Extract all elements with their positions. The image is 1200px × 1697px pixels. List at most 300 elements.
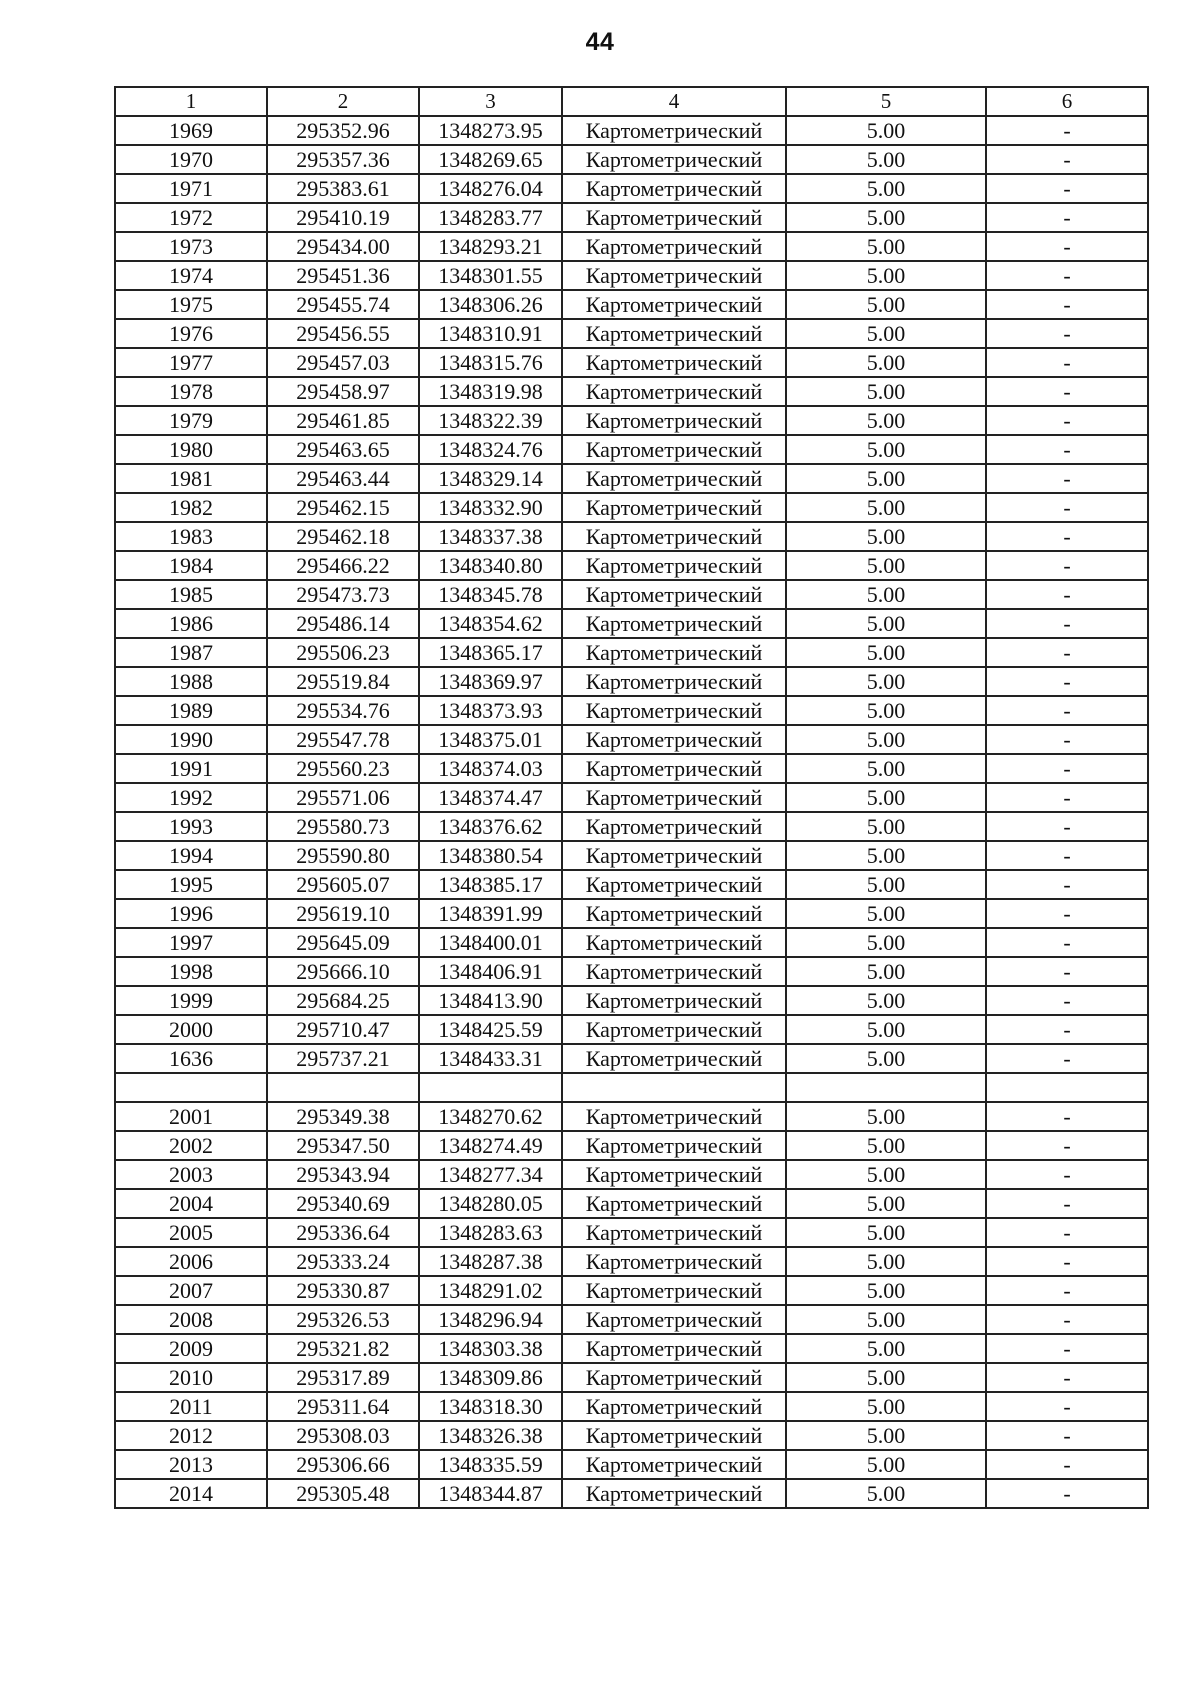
table-row	[115, 406, 1148, 435]
method-cell: Картометрический	[562, 1363, 786, 1392]
x-coordinate-cell: 295326.53	[267, 1305, 419, 1334]
x-coordinate-cell: 295547.78	[267, 725, 419, 754]
method-cell: Картометрический	[562, 1392, 786, 1421]
note-cell: -	[986, 841, 1148, 870]
x-coordinate-cell: 295343.94	[267, 1160, 419, 1189]
point-number-cell: 2003	[115, 1160, 267, 1189]
x-coordinate-cell: 295710.47	[267, 1015, 419, 1044]
x-coordinate-cell: 295451.36	[267, 261, 419, 290]
table-row	[115, 1363, 1148, 1392]
x-coordinate-cell: 295590.80	[267, 841, 419, 870]
accuracy-cell: 5.00	[786, 957, 986, 986]
method-cell: Картометрический	[562, 609, 786, 638]
y-coordinate-cell: 1348301.55	[419, 261, 562, 290]
y-coordinate-cell: 1348433.31	[419, 1044, 562, 1073]
point-number-cell: 1988	[115, 667, 267, 696]
point-number-cell: 1986	[115, 609, 267, 638]
note-cell: -	[986, 319, 1148, 348]
accuracy-cell: 5.00	[786, 1450, 986, 1479]
note-cell: -	[986, 377, 1148, 406]
accuracy-cell: 5.00	[786, 899, 986, 928]
y-coordinate-cell: 1348293.21	[419, 232, 562, 261]
method-cell: Картометрический	[562, 232, 786, 261]
note-cell: -	[986, 986, 1148, 1015]
point-number-cell: 1978	[115, 377, 267, 406]
y-coordinate-cell: 1348274.49	[419, 1131, 562, 1160]
accuracy-cell: 5.00	[786, 174, 986, 203]
x-coordinate-cell: 295737.21	[267, 1044, 419, 1073]
accuracy-cell: 5.00	[786, 377, 986, 406]
y-coordinate-cell: 1348369.97	[419, 667, 562, 696]
method-cell: Картометрический	[562, 1421, 786, 1450]
y-coordinate-cell: 1348315.76	[419, 348, 562, 377]
column-header-5: 5	[786, 87, 986, 116]
x-coordinate-cell: 295333.24	[267, 1247, 419, 1276]
y-coordinate-cell: 1348270.62	[419, 1102, 562, 1131]
note-cell: -	[986, 174, 1148, 203]
point-number-cell: 2013	[115, 1450, 267, 1479]
table-row	[115, 1421, 1148, 1450]
point-number-cell: 1976	[115, 319, 267, 348]
accuracy-cell: 5.00	[786, 928, 986, 957]
y-coordinate-cell: 1348283.77	[419, 203, 562, 232]
point-number-cell: 2002	[115, 1131, 267, 1160]
y-coordinate-cell: 1348296.94	[419, 1305, 562, 1334]
method-cell: Картометрический	[562, 696, 786, 725]
method-cell: Картометрический	[562, 667, 786, 696]
accuracy-cell: 5.00	[786, 493, 986, 522]
note-cell: -	[986, 812, 1148, 841]
table-row	[115, 1334, 1148, 1363]
point-number-cell: 2008	[115, 1305, 267, 1334]
table-row	[115, 1189, 1148, 1218]
note-cell: -	[986, 145, 1148, 174]
y-coordinate-cell: 1348310.91	[419, 319, 562, 348]
table-row	[115, 638, 1148, 667]
x-coordinate-cell: 295580.73	[267, 812, 419, 841]
table-row	[115, 1450, 1148, 1479]
method-cell	[562, 1073, 786, 1102]
note-cell: -	[986, 522, 1148, 551]
x-coordinate-cell: 295486.14	[267, 609, 419, 638]
note-cell	[986, 1073, 1148, 1102]
method-cell: Картометрический	[562, 957, 786, 986]
table-row	[115, 1392, 1148, 1421]
accuracy-cell: 5.00	[786, 464, 986, 493]
note-cell: -	[986, 1276, 1148, 1305]
accuracy-cell: 5.00	[786, 435, 986, 464]
x-coordinate-cell: 295619.10	[267, 899, 419, 928]
y-coordinate-cell: 1348373.93	[419, 696, 562, 725]
method-cell: Картометрический	[562, 348, 786, 377]
table-row	[115, 870, 1148, 899]
page-number: 44	[585, 28, 615, 56]
accuracy-cell: 5.00	[786, 406, 986, 435]
point-number-cell: 1987	[115, 638, 267, 667]
method-cell: Картометрический	[562, 319, 786, 348]
accuracy-cell: 5.00	[786, 841, 986, 870]
method-cell: Картометрический	[562, 1218, 786, 1247]
y-coordinate-cell: 1348306.26	[419, 290, 562, 319]
table-row	[115, 493, 1148, 522]
x-coordinate-cell	[267, 1073, 419, 1102]
y-coordinate-cell: 1348375.01	[419, 725, 562, 754]
method-cell: Картометрический	[562, 899, 786, 928]
note-cell: -	[986, 1102, 1148, 1131]
y-coordinate-cell: 1348340.80	[419, 551, 562, 580]
point-number-cell: 1982	[115, 493, 267, 522]
method-cell: Картометрический	[562, 1102, 786, 1131]
accuracy-cell: 5.00	[786, 1305, 986, 1334]
table-row	[115, 377, 1148, 406]
point-number-cell: 2007	[115, 1276, 267, 1305]
accuracy-cell: 5.00	[786, 1189, 986, 1218]
accuracy-cell: 5.00	[786, 696, 986, 725]
point-number-cell: 1972	[115, 203, 267, 232]
note-cell: -	[986, 1392, 1148, 1421]
method-cell: Картометрический	[562, 1160, 786, 1189]
y-coordinate-cell: 1348322.39	[419, 406, 562, 435]
table-row	[115, 261, 1148, 290]
table-row	[115, 203, 1148, 232]
note-cell: -	[986, 232, 1148, 261]
note-cell: -	[986, 580, 1148, 609]
note-cell: -	[986, 1247, 1148, 1276]
y-coordinate-cell: 1348287.38	[419, 1247, 562, 1276]
x-coordinate-cell: 295645.09	[267, 928, 419, 957]
y-coordinate-cell: 1348374.03	[419, 754, 562, 783]
x-coordinate-cell: 295410.19	[267, 203, 419, 232]
table-row	[115, 580, 1148, 609]
point-number-cell: 1983	[115, 522, 267, 551]
note-cell: -	[986, 203, 1148, 232]
point-number-cell: 1979	[115, 406, 267, 435]
y-coordinate-cell: 1348365.17	[419, 638, 562, 667]
accuracy-cell: 5.00	[786, 1276, 986, 1305]
note-cell: -	[986, 435, 1148, 464]
point-number-cell: 1992	[115, 783, 267, 812]
note-cell: -	[986, 1450, 1148, 1479]
method-cell: Картометрический	[562, 1450, 786, 1479]
method-cell: Картометрический	[562, 261, 786, 290]
note-cell: -	[986, 1479, 1148, 1508]
method-cell: Картометрический	[562, 1247, 786, 1276]
note-cell: -	[986, 1044, 1148, 1073]
x-coordinate-cell: 295456.55	[267, 319, 419, 348]
x-coordinate-cell: 295461.85	[267, 406, 419, 435]
table-row	[115, 1247, 1148, 1276]
accuracy-cell: 5.00	[786, 986, 986, 1015]
y-coordinate-cell: 1348425.59	[419, 1015, 562, 1044]
method-cell: Картометрический	[562, 754, 786, 783]
accuracy-cell: 5.00	[786, 1102, 986, 1131]
table-row	[115, 319, 1148, 348]
column-header-6: 6	[986, 87, 1148, 116]
method-cell: Картометрический	[562, 174, 786, 203]
accuracy-cell: 5.00	[786, 638, 986, 667]
x-coordinate-cell: 295463.65	[267, 435, 419, 464]
x-coordinate-cell: 295462.15	[267, 493, 419, 522]
x-coordinate-cell: 295317.89	[267, 1363, 419, 1392]
note-cell: -	[986, 261, 1148, 290]
accuracy-cell: 5.00	[786, 725, 986, 754]
x-coordinate-cell: 295463.44	[267, 464, 419, 493]
note-cell: -	[986, 1218, 1148, 1247]
table-row	[115, 754, 1148, 783]
accuracy-cell: 5.00	[786, 551, 986, 580]
point-number-cell: 1980	[115, 435, 267, 464]
point-number-cell: 2014	[115, 1479, 267, 1508]
note-cell: -	[986, 928, 1148, 957]
method-cell: Картометрический	[562, 928, 786, 957]
x-coordinate-cell: 295321.82	[267, 1334, 419, 1363]
x-coordinate-cell: 295534.76	[267, 696, 419, 725]
column-header-3: 3	[419, 87, 562, 116]
accuracy-cell: 5.00	[786, 261, 986, 290]
note-cell: -	[986, 1334, 1148, 1363]
y-coordinate-cell: 1348283.63	[419, 1218, 562, 1247]
x-coordinate-cell: 295383.61	[267, 174, 419, 203]
point-number-cell: 2005	[115, 1218, 267, 1247]
point-number-cell: 1998	[115, 957, 267, 986]
point-number-cell: 1993	[115, 812, 267, 841]
point-number-cell: 1985	[115, 580, 267, 609]
y-coordinate-cell: 1348273.95	[419, 116, 562, 145]
y-coordinate-cell: 1348376.62	[419, 812, 562, 841]
note-cell: -	[986, 899, 1148, 928]
table-row	[115, 435, 1148, 464]
note-cell: -	[986, 406, 1148, 435]
table-row	[115, 986, 1148, 1015]
y-coordinate-cell: 1348326.38	[419, 1421, 562, 1450]
x-coordinate-cell: 295462.18	[267, 522, 419, 551]
method-cell: Картометрический	[562, 783, 786, 812]
method-cell: Картометрический	[562, 725, 786, 754]
table-row	[115, 1479, 1148, 1508]
x-coordinate-cell: 295684.25	[267, 986, 419, 1015]
method-cell: Картометрический	[562, 377, 786, 406]
point-number-cell: 1984	[115, 551, 267, 580]
point-number-cell: 1995	[115, 870, 267, 899]
note-cell: -	[986, 638, 1148, 667]
y-coordinate-cell: 1348344.87	[419, 1479, 562, 1508]
method-cell: Картометрический	[562, 522, 786, 551]
accuracy-cell: 5.00	[786, 1392, 986, 1421]
y-coordinate-cell: 1348345.78	[419, 580, 562, 609]
point-number-cell: 2006	[115, 1247, 267, 1276]
table-row	[115, 667, 1148, 696]
method-cell: Картометрический	[562, 812, 786, 841]
method-cell: Картометрический	[562, 551, 786, 580]
x-coordinate-cell: 295519.84	[267, 667, 419, 696]
x-coordinate-cell: 295349.38	[267, 1102, 419, 1131]
point-number-cell: 1997	[115, 928, 267, 957]
method-cell: Картометрический	[562, 203, 786, 232]
method-cell: Картометрический	[562, 1334, 786, 1363]
table-row	[115, 1160, 1148, 1189]
accuracy-cell: 5.00	[786, 203, 986, 232]
x-coordinate-cell: 295458.97	[267, 377, 419, 406]
accuracy-cell: 5.00	[786, 754, 986, 783]
accuracy-cell: 5.00	[786, 1479, 986, 1508]
accuracy-cell	[786, 1073, 986, 1102]
note-cell: -	[986, 1015, 1148, 1044]
point-number-cell: 2011	[115, 1392, 267, 1421]
point-number-cell: 2010	[115, 1363, 267, 1392]
method-cell: Картометрический	[562, 1479, 786, 1508]
table-row	[115, 116, 1148, 145]
point-number-cell: 1975	[115, 290, 267, 319]
point-number-cell: 2012	[115, 1421, 267, 1450]
table-row	[115, 725, 1148, 754]
table-row	[115, 1073, 1148, 1102]
y-coordinate-cell: 1348413.90	[419, 986, 562, 1015]
accuracy-cell: 5.00	[786, 1421, 986, 1450]
method-cell: Картометрический	[562, 290, 786, 319]
x-coordinate-cell: 295434.00	[267, 232, 419, 261]
y-coordinate-cell: 1348354.62	[419, 609, 562, 638]
point-number-cell: 2009	[115, 1334, 267, 1363]
y-coordinate-cell: 1348385.17	[419, 870, 562, 899]
x-coordinate-cell: 295605.07	[267, 870, 419, 899]
note-cell: -	[986, 667, 1148, 696]
method-cell: Картометрический	[562, 145, 786, 174]
x-coordinate-cell: 295455.74	[267, 290, 419, 319]
note-cell: -	[986, 609, 1148, 638]
table-row	[115, 1102, 1148, 1131]
point-number-cell: 2000	[115, 1015, 267, 1044]
point-number-cell: 1969	[115, 116, 267, 145]
point-number-cell: 1994	[115, 841, 267, 870]
point-number-cell: 1989	[115, 696, 267, 725]
table-row	[115, 928, 1148, 957]
method-cell: Картометрический	[562, 406, 786, 435]
y-coordinate-cell: 1348337.38	[419, 522, 562, 551]
point-number-cell: 1974	[115, 261, 267, 290]
table-row	[115, 783, 1148, 812]
y-coordinate-cell: 1348391.99	[419, 899, 562, 928]
point-number-cell: 1990	[115, 725, 267, 754]
table-row	[115, 841, 1148, 870]
y-coordinate-cell: 1348318.30	[419, 1392, 562, 1421]
point-number-cell: 1977	[115, 348, 267, 377]
header-row	[115, 87, 1148, 116]
x-coordinate-cell: 295336.64	[267, 1218, 419, 1247]
coordinates-table	[114, 86, 1149, 1509]
accuracy-cell: 5.00	[786, 1334, 986, 1363]
table-row	[115, 290, 1148, 319]
x-coordinate-cell: 295560.23	[267, 754, 419, 783]
point-number-cell: 1991	[115, 754, 267, 783]
method-cell: Картометрический	[562, 1276, 786, 1305]
accuracy-cell: 5.00	[786, 1160, 986, 1189]
y-coordinate-cell: 1348280.05	[419, 1189, 562, 1218]
note-cell: -	[986, 1305, 1148, 1334]
column-header-2: 2	[267, 87, 419, 116]
table-row	[115, 957, 1148, 986]
x-coordinate-cell: 295571.06	[267, 783, 419, 812]
y-coordinate-cell: 1348319.98	[419, 377, 562, 406]
accuracy-cell: 5.00	[786, 232, 986, 261]
note-cell: -	[986, 783, 1148, 812]
note-cell: -	[986, 493, 1148, 522]
point-number-cell: 1999	[115, 986, 267, 1015]
table-row	[115, 1015, 1148, 1044]
x-coordinate-cell: 295311.64	[267, 1392, 419, 1421]
accuracy-cell: 5.00	[786, 1015, 986, 1044]
table-row	[115, 232, 1148, 261]
note-cell: -	[986, 725, 1148, 754]
table-row	[115, 696, 1148, 725]
accuracy-cell: 5.00	[786, 870, 986, 899]
point-number-cell: 1971	[115, 174, 267, 203]
accuracy-cell: 5.00	[786, 1363, 986, 1392]
y-coordinate-cell: 1348380.54	[419, 841, 562, 870]
y-coordinate-cell: 1348374.47	[419, 783, 562, 812]
note-cell: -	[986, 870, 1148, 899]
note-cell: -	[986, 1189, 1148, 1218]
table-row	[115, 348, 1148, 377]
accuracy-cell: 5.00	[786, 580, 986, 609]
x-coordinate-cell: 295308.03	[267, 1421, 419, 1450]
table-row	[115, 1218, 1148, 1247]
x-coordinate-cell: 295457.03	[267, 348, 419, 377]
accuracy-cell: 5.00	[786, 145, 986, 174]
y-coordinate-cell: 1348291.02	[419, 1276, 562, 1305]
table-row	[115, 899, 1148, 928]
note-cell: -	[986, 754, 1148, 783]
note-cell: -	[986, 1131, 1148, 1160]
y-coordinate-cell: 1348269.65	[419, 145, 562, 174]
x-coordinate-cell: 295466.22	[267, 551, 419, 580]
table-row	[115, 1276, 1148, 1305]
x-coordinate-cell: 295305.48	[267, 1479, 419, 1508]
table-body	[115, 116, 1148, 1508]
method-cell: Картометрический	[562, 638, 786, 667]
x-coordinate-cell: 295666.10	[267, 957, 419, 986]
accuracy-cell: 5.00	[786, 1044, 986, 1073]
note-cell: -	[986, 551, 1148, 580]
x-coordinate-cell: 295357.36	[267, 145, 419, 174]
method-cell: Картометрический	[562, 493, 786, 522]
note-cell: -	[986, 116, 1148, 145]
note-cell: -	[986, 290, 1148, 319]
method-cell: Картометрический	[562, 580, 786, 609]
accuracy-cell: 5.00	[786, 522, 986, 551]
accuracy-cell: 5.00	[786, 319, 986, 348]
table-row	[115, 1044, 1148, 1073]
y-coordinate-cell: 1348324.76	[419, 435, 562, 464]
table-row	[115, 464, 1148, 493]
x-coordinate-cell: 295330.87	[267, 1276, 419, 1305]
method-cell: Картометрический	[562, 841, 786, 870]
accuracy-cell: 5.00	[786, 1247, 986, 1276]
accuracy-cell: 5.00	[786, 609, 986, 638]
y-coordinate-cell: 1348400.01	[419, 928, 562, 957]
table-row	[115, 609, 1148, 638]
method-cell: Картометрический	[562, 986, 786, 1015]
x-coordinate-cell: 295352.96	[267, 116, 419, 145]
y-coordinate-cell: 1348406.91	[419, 957, 562, 986]
note-cell: -	[986, 348, 1148, 377]
note-cell: -	[986, 1160, 1148, 1189]
point-number-cell: 1981	[115, 464, 267, 493]
x-coordinate-cell: 295347.50	[267, 1131, 419, 1160]
method-cell: Картометрический	[562, 1189, 786, 1218]
column-header-1: 1	[115, 87, 267, 116]
table-row	[115, 522, 1148, 551]
column-header-4: 4	[562, 87, 786, 116]
